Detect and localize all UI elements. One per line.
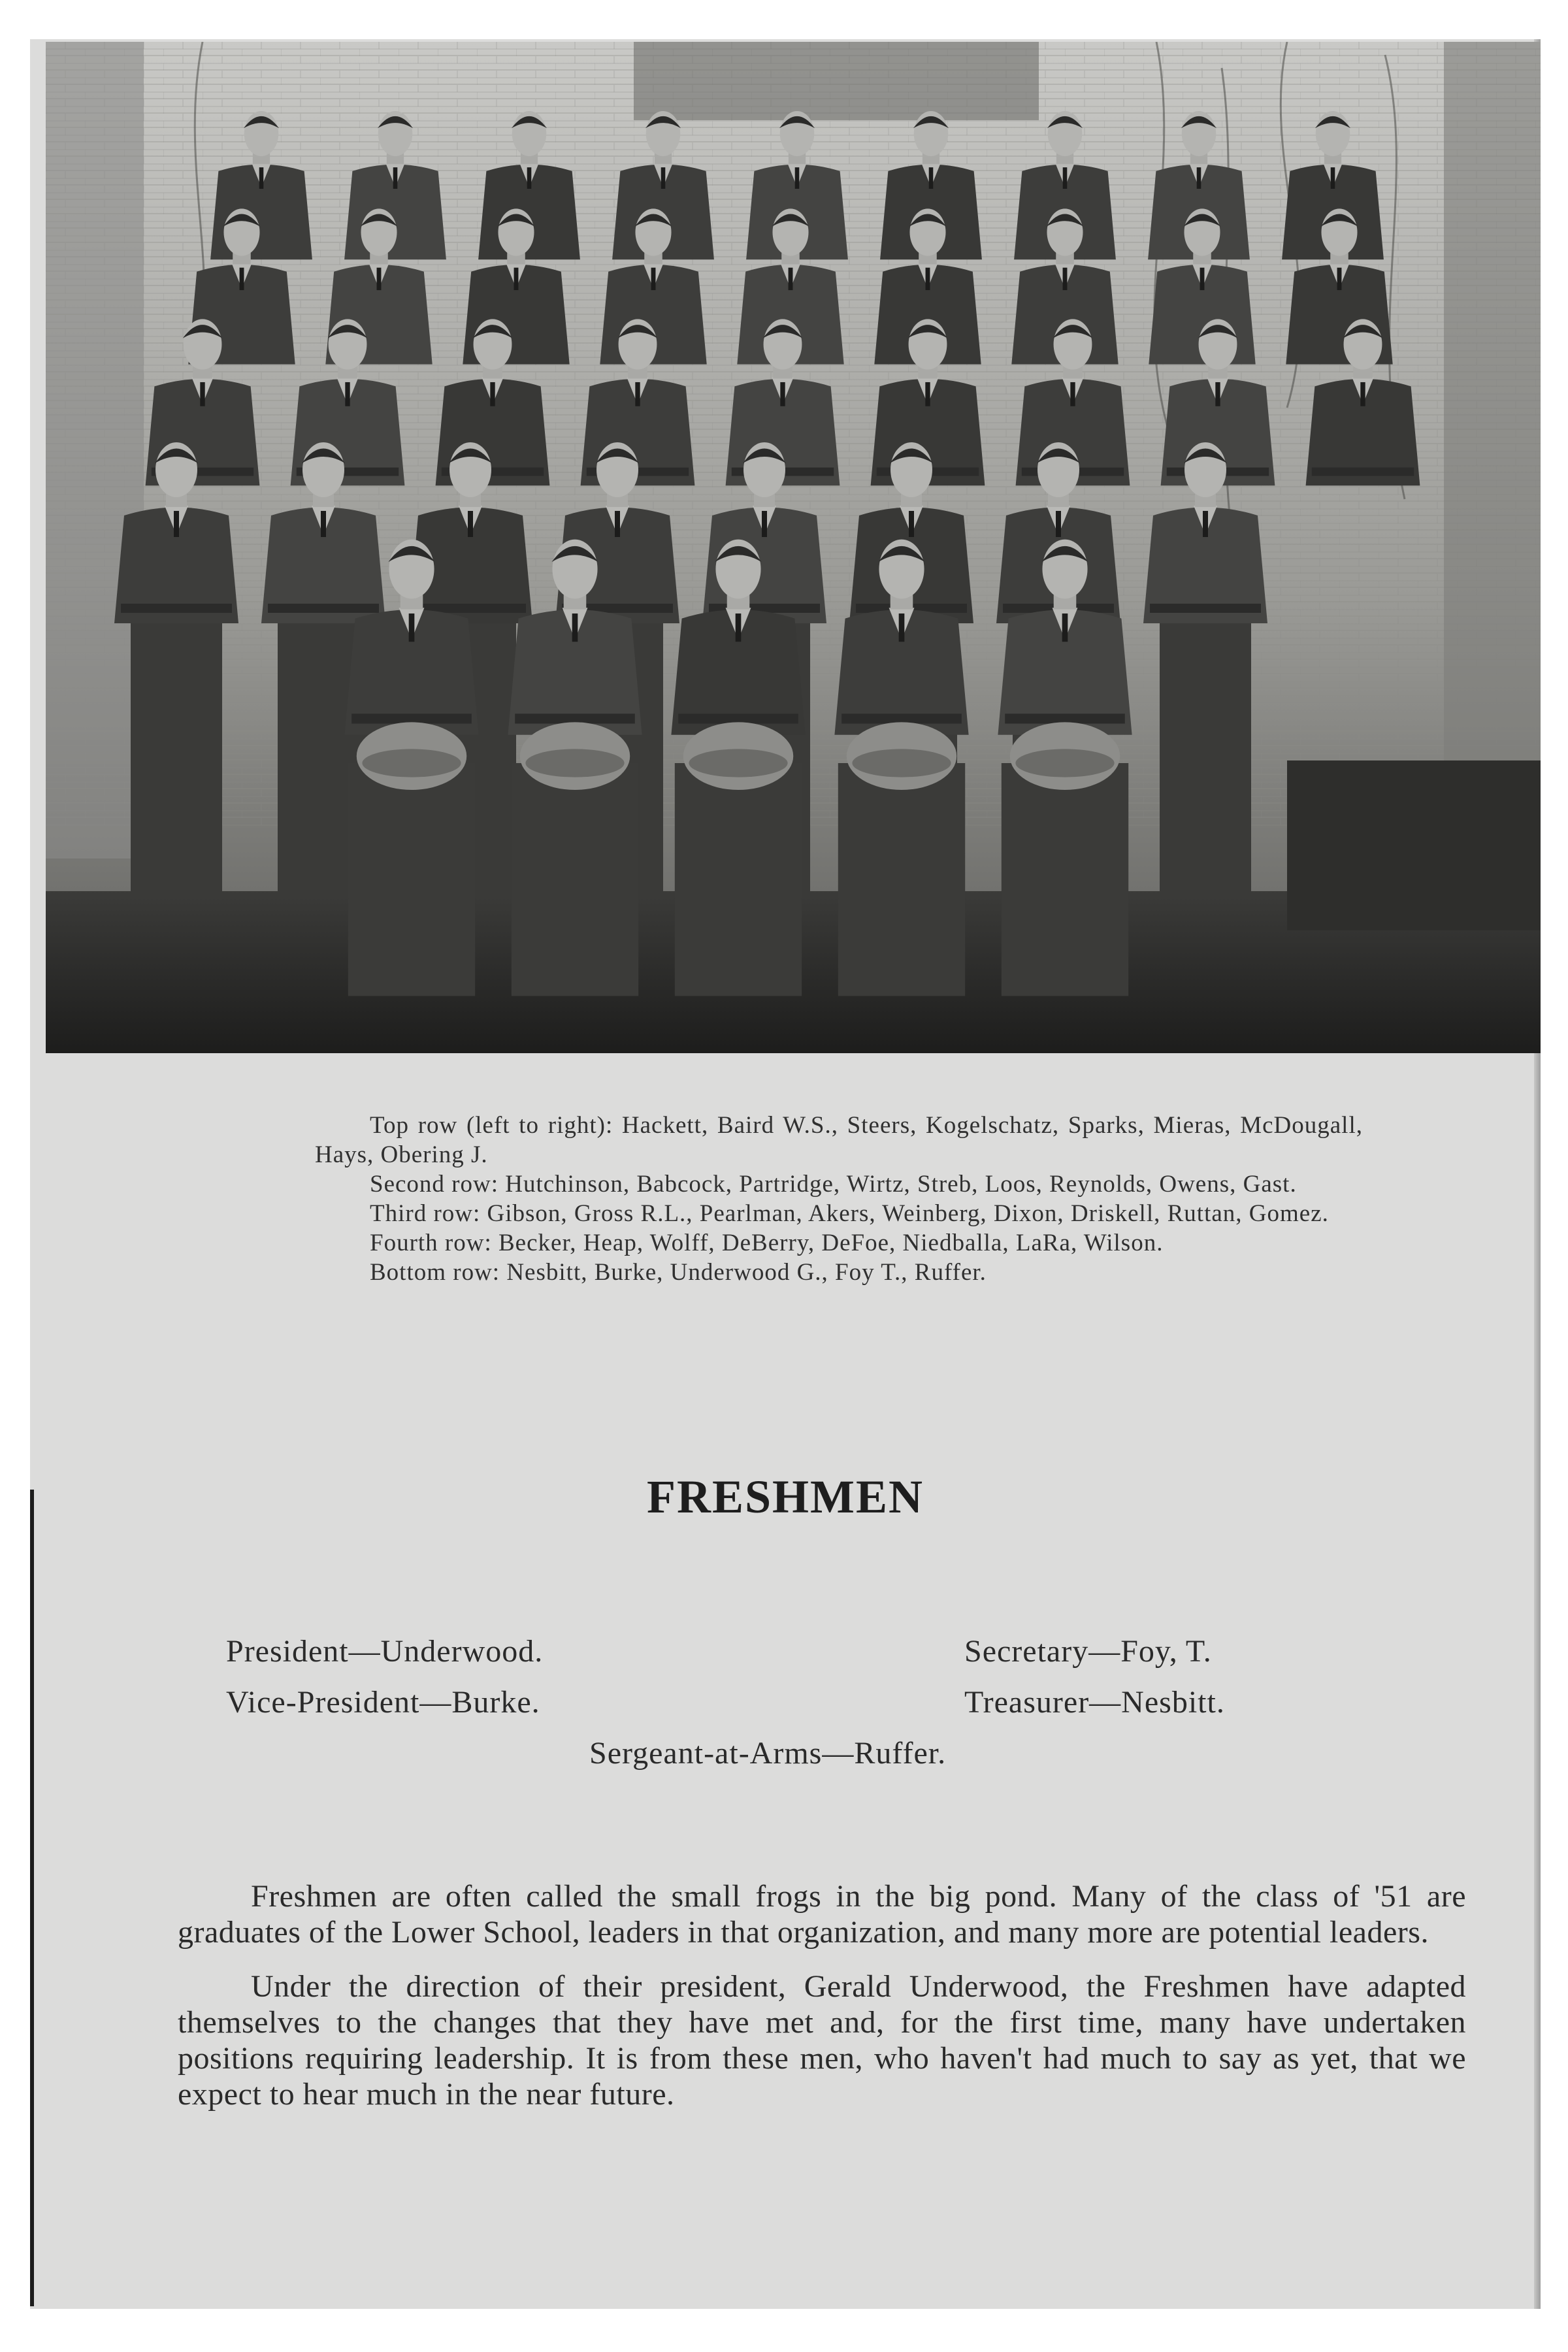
caption-bottom-row: Bottom row: Nesbitt, Burke, Underwood G., Foy T., Ruffer. xyxy=(370,1259,987,1286)
officer-sergeant-at-arms: Sergeant-at-Arms—Ruffer. xyxy=(589,1736,947,1771)
page-title: FRESHMEN xyxy=(646,1471,924,1523)
officer-president: President—Underwood. xyxy=(226,1634,544,1669)
caption-top-row: Top row (left to right): Hackett, Baird W.S., Steers, Kogelschatz, Sparks, Mieras, McDougall, Hays, Obering J. xyxy=(315,1112,1363,1168)
officer-secretary: Secretary—Foy, T. xyxy=(964,1634,1212,1669)
steps xyxy=(1287,760,1541,930)
class-group-photo-image xyxy=(46,42,1541,1053)
page-binding-edge xyxy=(30,1490,34,2306)
window-right xyxy=(1444,42,1541,826)
class-group-photo xyxy=(46,42,1541,1053)
body-paragraph: Under the direction of their president, Gerald Underwood, the Freshmen have adapted themselves to the changes that they have met and, for the first time, many have undertaken positions requiring leadership. It is from these men, who haven't had much to say as yet, that we expect to hear much in the near future. xyxy=(178,1969,1466,2112)
cadets-group xyxy=(114,111,1420,996)
officer-vice-president: Vice-President—Burke. xyxy=(226,1685,540,1720)
yearbook-page xyxy=(30,39,1541,2309)
window-top xyxy=(634,42,1039,120)
window-left xyxy=(46,42,144,858)
body-text xyxy=(178,1878,1466,2112)
caption-second-row: Second row: Hutchinson, Babcock, Partridge, Wirtz, Streb, Loos, Reynolds, Owens, Gast. xyxy=(370,1171,1297,1198)
officer-treasurer: Treasurer—Nesbitt. xyxy=(964,1685,1225,1720)
body-paragraph: Freshmen are often called the small frogs in the big pond. Many of the class of '51 are graduates of the Lower School, leaders in that organization, and many more are potential leaders. xyxy=(178,1879,1466,1950)
photo-caption xyxy=(315,1111,1363,1287)
caption-fourth-row: Fourth row: Becker, Heap, Wolff, DeBerry, DeFoe, Niedballa, LaRa, Wilson. xyxy=(370,1230,1164,1256)
caption-third-row: Third row: Gibson, Gross R.L., Pearlman, Akers, Weinberg, Dixon, Driskell, Ruttan, Gomez. xyxy=(370,1200,1329,1227)
